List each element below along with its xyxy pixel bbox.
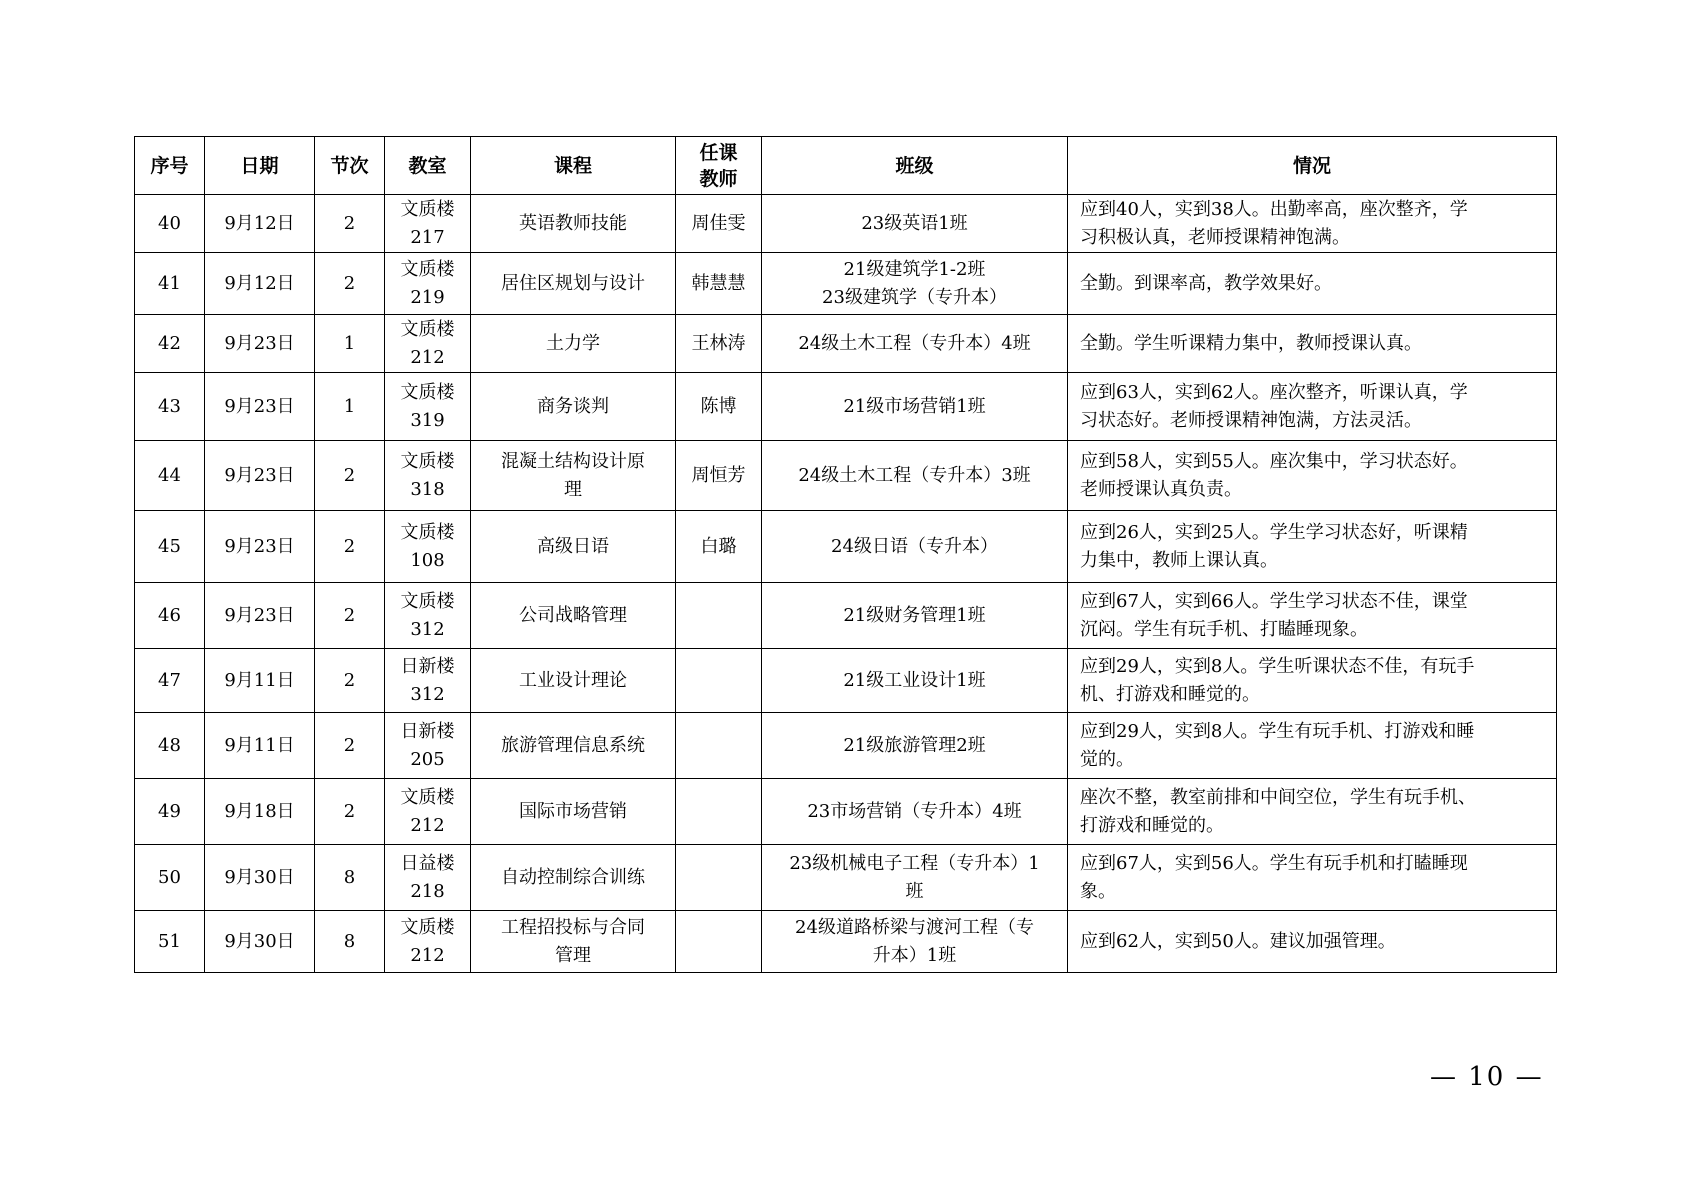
page-number: — 10 — [1430,1062,1544,1092]
table-row [135,583,1557,649]
date-cell: 9月11日 [205,713,315,779]
row-number-cell: 42 [135,315,205,373]
classroom-cell: 文质楼 212 [385,315,471,373]
row-number-cell: 48 [135,713,205,779]
period-cell: 8 [315,845,385,911]
situation-cell: 应到29人，实到8人。学生有玩手机、打游戏和睡 觉的。 [1068,713,1557,779]
period-cell: 2 [315,583,385,649]
period-cell: 2 [315,649,385,713]
date-cell: 9月18日 [205,779,315,845]
header-row [135,137,1557,195]
classroom-cell: 日新楼 312 [385,649,471,713]
classroom-cell: 文质楼 318 [385,441,471,511]
course-cell: 工业设计理论 [471,649,676,713]
course-cell: 公司战略管理 [471,583,676,649]
header-cell: 节次 [315,137,385,195]
row-number-cell: 43 [135,373,205,441]
class-cell: 21级市场营销1班 [762,373,1068,441]
date-cell: 9月23日 [205,583,315,649]
date-cell: 9月30日 [205,845,315,911]
row-number-cell: 46 [135,583,205,649]
teacher-cell [676,911,762,973]
table-row [135,779,1557,845]
row-number-cell: 44 [135,441,205,511]
date-cell: 9月12日 [205,253,315,315]
situation-cell: 应到40人，实到38人。出勤率高，座次整齐，学 习积极认真，老师授课精神饱满。 [1068,195,1557,253]
course-cell: 工程招投标与合同 管理 [471,911,676,973]
situation-cell: 应到62人，实到50人。建议加强管理。 [1068,911,1557,973]
course-cell: 自动控制综合训练 [471,845,676,911]
teacher-cell [676,779,762,845]
date-cell: 9月30日 [205,911,315,973]
table-row [135,195,1557,253]
period-cell: 1 [315,373,385,441]
teacher-cell [676,845,762,911]
teacher-cell: 韩慧慧 [676,253,762,315]
row-number-cell: 49 [135,779,205,845]
classroom-cell: 日新楼 205 [385,713,471,779]
period-cell: 2 [315,441,385,511]
class-cell: 21级财务管理1班 [762,583,1068,649]
class-cell: 23级机械电子工程（专升本）1 班 [762,845,1068,911]
date-cell: 9月23日 [205,441,315,511]
situation-cell: 座次不整，教室前排和中间空位，学生有玩手机、 打游戏和睡觉的。 [1068,779,1557,845]
course-cell: 高级日语 [471,511,676,583]
header-cell: 日期 [205,137,315,195]
classroom-cell: 文质楼 217 [385,195,471,253]
inspection-table [134,136,1557,973]
situation-cell: 应到26人，实到25人。学生学习状态好，听课精 力集中，教师上课认真。 [1068,511,1557,583]
class-cell: 24级日语（专升本） [762,511,1068,583]
course-cell: 英语教师技能 [471,195,676,253]
date-cell: 9月11日 [205,649,315,713]
table-row [135,511,1557,583]
table-row [135,911,1557,973]
period-cell: 1 [315,315,385,373]
period-cell: 8 [315,911,385,973]
table-row [135,713,1557,779]
row-number-cell: 51 [135,911,205,973]
situation-cell: 应到58人，实到55人。座次集中，学习状态好。 老师授课认真负责。 [1068,441,1557,511]
teacher-cell: 白璐 [676,511,762,583]
row-number-cell: 50 [135,845,205,911]
table-row [135,845,1557,911]
course-cell: 土力学 [471,315,676,373]
classroom-cell: 文质楼 219 [385,253,471,315]
class-cell: 21级旅游管理2班 [762,713,1068,779]
table-row [135,649,1557,713]
class-cell: 23级英语1班 [762,195,1068,253]
course-cell: 国际市场营销 [471,779,676,845]
classroom-cell: 文质楼 312 [385,583,471,649]
classroom-cell: 文质楼 319 [385,373,471,441]
classroom-cell: 文质楼 212 [385,779,471,845]
situation-cell: 应到67人，实到66人。学生学习状态不佳，课堂 沉闷。学生有玩手机、打瞌睡现象。 [1068,583,1557,649]
class-cell: 23市场营销（专升本）4班 [762,779,1068,845]
situation-cell: 全勤。学生听课精力集中，教师授课认真。 [1068,315,1557,373]
situation-cell: 应到63人，实到62人。座次整齐，听课认真，学 习状态好。老师授课精神饱满，方法灵活。 [1068,373,1557,441]
teacher-cell [676,583,762,649]
header-cell: 课程 [471,137,676,195]
period-cell: 2 [315,713,385,779]
class-cell: 21级建筑学1-2班 23级建筑学（专升本） [762,253,1068,315]
period-cell: 2 [315,779,385,845]
class-cell: 21级工业设计1班 [762,649,1068,713]
classroom-cell: 日益楼 218 [385,845,471,911]
date-cell: 9月23日 [205,511,315,583]
header-cell: 任课 教师 [676,137,762,195]
class-cell: 24级土木工程（专升本）3班 [762,441,1068,511]
table-row [135,373,1557,441]
date-cell: 9月23日 [205,315,315,373]
teacher-cell: 王林涛 [676,315,762,373]
row-number-cell: 45 [135,511,205,583]
course-cell: 商务谈判 [471,373,676,441]
classroom-cell: 文质楼 212 [385,911,471,973]
row-number-cell: 41 [135,253,205,315]
row-number-cell: 47 [135,649,205,713]
teacher-cell: 周佳雯 [676,195,762,253]
date-cell: 9月12日 [205,195,315,253]
course-cell: 混凝土结构设计原 理 [471,441,676,511]
table-row [135,441,1557,511]
situation-cell: 应到29人，实到8人。学生听课状态不佳，有玩手 机、打游戏和睡觉的。 [1068,649,1557,713]
table-row [135,253,1557,315]
table-row [135,315,1557,373]
classroom-cell: 文质楼 108 [385,511,471,583]
course-cell: 居住区规划与设计 [471,253,676,315]
class-cell: 24级道路桥梁与渡河工程（专 升本）1班 [762,911,1068,973]
teacher-cell [676,649,762,713]
course-cell: 旅游管理信息系统 [471,713,676,779]
situation-cell: 应到67人，实到56人。学生有玩手机和打瞌睡现 象。 [1068,845,1557,911]
class-cell: 24级土木工程（专升本）4班 [762,315,1068,373]
period-cell: 2 [315,253,385,315]
period-cell: 2 [315,511,385,583]
header-cell: 教室 [385,137,471,195]
row-number-cell: 40 [135,195,205,253]
teacher-cell: 周恒芳 [676,441,762,511]
date-cell: 9月23日 [205,373,315,441]
teacher-cell: 陈博 [676,373,762,441]
header-cell: 班级 [762,137,1068,195]
situation-cell: 全勤。到课率高，教学效果好。 [1068,253,1557,315]
header-cell: 序号 [135,137,205,195]
teacher-cell [676,713,762,779]
period-cell: 2 [315,195,385,253]
header-cell: 情况 [1068,137,1557,195]
